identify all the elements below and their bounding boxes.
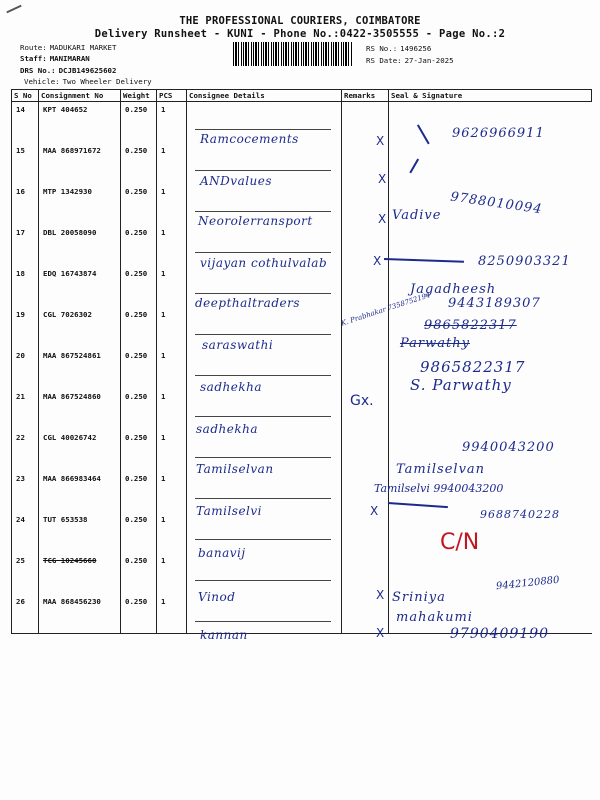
row-remarks xyxy=(342,348,389,389)
cn-remark: C/N xyxy=(440,530,480,555)
staff-value: MANIMARAN xyxy=(49,54,90,63)
rs-no-line: RS No.: 1496256 xyxy=(366,44,432,53)
row-weight: 0.250 xyxy=(121,184,157,225)
handwritten-phone: 9442120880 xyxy=(495,574,561,593)
row-consignment: CGL 40026742 xyxy=(39,430,121,471)
row-weight: 0.250 xyxy=(121,512,157,553)
row-consignment: DBL 20058090 xyxy=(39,225,121,266)
handwritten-phone: 9865822317 xyxy=(420,358,526,376)
handwritten-signature: Tamilselvi 9940043200 xyxy=(374,482,504,495)
handwritten-consignee: banavij xyxy=(198,546,246,560)
rs-date-line: RS Date: 27-Jan-2025 xyxy=(366,56,454,65)
drs-line: DRS No.: DCJB149625602 xyxy=(20,66,117,75)
delivered-x-mark: X xyxy=(376,588,385,602)
row-consignment: TCG 10245660 xyxy=(39,553,121,594)
row-sno: 23 xyxy=(12,471,39,512)
row-pcs: 1 xyxy=(157,594,187,634)
handwritten-consignee: Ramcocements xyxy=(200,132,299,146)
row-remarks xyxy=(342,430,389,471)
row-weight: 0.250 xyxy=(121,389,157,430)
row-pcs: 1 xyxy=(157,430,187,471)
handwritten-consignee: saraswathi xyxy=(202,338,274,352)
col-consignment: Consignment No xyxy=(39,90,121,102)
row-pcs: 1 xyxy=(157,553,187,594)
row-sno: 19 xyxy=(12,307,39,348)
delivered-x-mark: X xyxy=(373,254,382,268)
handwritten-consignee: vijayan cothulvalab xyxy=(200,256,328,270)
handwritten-consignee: sadhekha xyxy=(196,422,258,436)
row-sno: 15 xyxy=(12,143,39,184)
col-signature: Seal & Signature xyxy=(389,90,592,102)
handwritten-phone: 8250903321 xyxy=(478,254,571,269)
drs-value: DCJB149625602 xyxy=(58,66,117,75)
row-remarks xyxy=(342,512,389,553)
row-pcs: 1 xyxy=(157,307,187,348)
handwritten-consignee: deepthaltraders xyxy=(195,296,300,310)
row-sno: 14 xyxy=(12,102,39,143)
scan-mark xyxy=(6,5,21,14)
company-title: THE PROFESSIONAL COURIERS, COIMBATORE xyxy=(179,15,421,27)
row-weight: 0.250 xyxy=(121,430,157,471)
row-pcs: 1 xyxy=(157,389,187,430)
row-remarks xyxy=(342,225,389,266)
row-sno: 21 xyxy=(12,389,39,430)
handwritten-signature: mahakumi xyxy=(396,610,473,625)
handwritten-consignee: Neorolerransport xyxy=(198,214,313,228)
row-pcs: 1 xyxy=(157,184,187,225)
handwritten-signature: Parwathy xyxy=(400,336,470,351)
route-line: Route: MADUKARI MARKET xyxy=(20,43,117,52)
row-sno: 22 xyxy=(12,430,39,471)
handwritten-consignee: sadhekha xyxy=(200,380,262,394)
col-pcs: PCS xyxy=(157,90,187,102)
row-weight: 0.250 xyxy=(121,594,157,634)
row-signature xyxy=(389,389,592,430)
handwritten-phone: 9443189307 xyxy=(448,296,541,311)
row-consignment: MTP 1342930 xyxy=(39,184,121,225)
route-value: MADUKARI MARKET xyxy=(49,43,117,52)
handwritten-signature: S. Parwathy xyxy=(410,376,512,394)
table-row xyxy=(12,389,592,430)
runsheet-title: Delivery Runsheet - KUNI - Phone No.:0422-3505555 - Page No.:2 xyxy=(94,28,506,40)
row-consignment: MAA 867524861 xyxy=(39,348,121,389)
handwritten-signature: Sriniya xyxy=(392,590,446,605)
row-pcs: 1 xyxy=(157,471,187,512)
row-weight: 0.250 xyxy=(121,471,157,512)
row-pcs: 1 xyxy=(157,143,187,184)
row-consignment: KPT 404652 xyxy=(39,102,121,143)
table-row xyxy=(12,471,592,512)
row-sno: 24 xyxy=(12,512,39,553)
row-sno: 25 xyxy=(12,553,39,594)
row-weight: 0.250 xyxy=(121,553,157,594)
handwritten-consignee: kannan xyxy=(200,628,248,642)
row-pcs: 1 xyxy=(157,266,187,307)
handwritten-consignee: ANDvalues xyxy=(200,174,273,188)
handwritten-signature: Vadive xyxy=(392,208,442,223)
row-weight: 0.250 xyxy=(121,102,157,143)
row-pcs: 1 xyxy=(157,512,187,553)
handwritten-signature: Tamilselvan xyxy=(396,462,486,477)
row-sno: 26 xyxy=(12,594,39,634)
col-weight: Weight xyxy=(121,90,157,102)
row-signature xyxy=(389,143,592,184)
table-row xyxy=(12,143,592,184)
row-sno: 16 xyxy=(12,184,39,225)
handwritten-consignee: Vinod xyxy=(198,590,236,604)
row-sno: 18 xyxy=(12,266,39,307)
row-consignment: TUT 653538 xyxy=(39,512,121,553)
delivered-gx-mark: Gx. xyxy=(350,393,374,409)
row-sno: 20 xyxy=(12,348,39,389)
row-consignment: MAA 866983464 xyxy=(39,471,121,512)
handwritten-phone: 9788010094 xyxy=(449,189,544,218)
handwritten-phone: 9940043200 xyxy=(462,440,555,455)
row-sno: 17 xyxy=(12,225,39,266)
handwritten-phone: 9865822317 xyxy=(424,318,517,333)
delivered-x-mark: X xyxy=(378,212,387,226)
row-pcs: 1 xyxy=(157,225,187,266)
row-weight: 0.250 xyxy=(121,225,157,266)
col-consignee: Consignee Details xyxy=(187,90,342,102)
delivered-x-mark: X xyxy=(376,134,385,148)
handwritten-phone: 9790409190 xyxy=(450,626,550,642)
row-consignment: EDQ 16743874 xyxy=(39,266,121,307)
handwritten-consignee: Tamilselvan xyxy=(196,462,274,476)
row-pcs: 1 xyxy=(157,348,187,389)
delivered-x-mark: X xyxy=(370,504,379,518)
delivered-x-mark: X xyxy=(376,626,385,640)
row-consignment: MAA 867524860 xyxy=(39,389,121,430)
vehicle-value: Two Wheeler Delivery xyxy=(62,77,152,86)
row-signature xyxy=(389,553,592,594)
delivered-x-mark: X xyxy=(378,172,387,186)
row-weight: 0.250 xyxy=(121,266,157,307)
row-pcs: 1 xyxy=(157,102,187,143)
handwritten-consignee: Tamilselvi xyxy=(196,504,262,518)
handwritten-phone: 9626966911 xyxy=(452,126,545,141)
col-sno: S No xyxy=(12,90,39,102)
row-consignment: MAA 868971672 xyxy=(39,143,121,184)
vehicle-line: Vehicle: Two Wheeler Delivery xyxy=(24,77,152,86)
row-consignment: MAA 868456230 xyxy=(39,594,121,634)
col-remarks: Remarks xyxy=(342,90,389,102)
staff-line: Staff: MANIMARAN xyxy=(20,54,90,63)
handwritten-phone: 9688740228 xyxy=(480,508,560,521)
row-remarks xyxy=(342,266,389,307)
row-weight: 0.250 xyxy=(121,143,157,184)
rs-date-value: 27-Jan-2025 xyxy=(404,56,454,65)
handwritten-signature: Jagadheesh xyxy=(410,282,497,297)
row-consignment: CGL 7026302 xyxy=(39,307,121,348)
row-weight: 0.250 xyxy=(121,307,157,348)
table-header xyxy=(12,90,592,102)
rs-no-value: 1496256 xyxy=(400,44,432,53)
barcode xyxy=(233,42,353,66)
handwritten-note: K. Prabhakar 7358752194 xyxy=(340,291,432,328)
row-weight: 0.250 xyxy=(121,348,157,389)
